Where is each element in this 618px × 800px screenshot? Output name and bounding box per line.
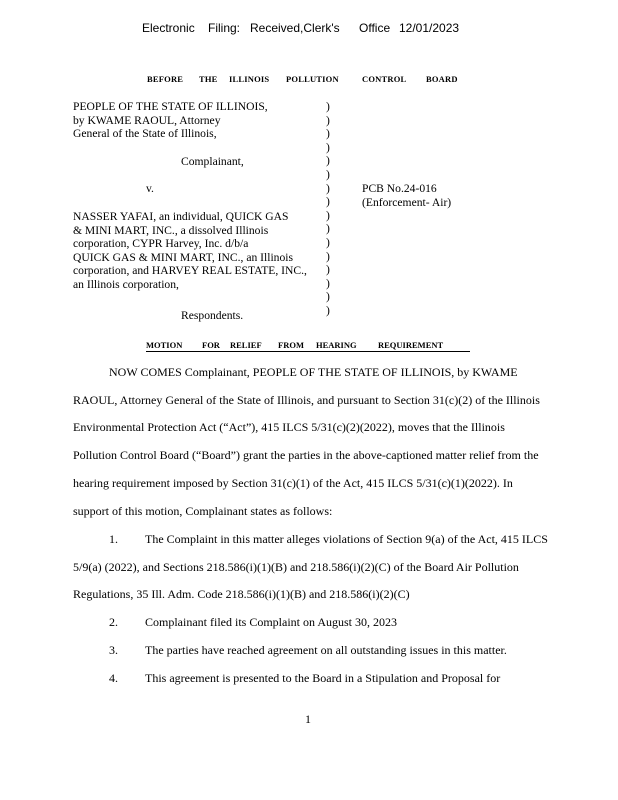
item-line: Regulations, 35 Ill. Adm. Code 218.586(i)(1)(B) and 218.586(i)(2)(C) [73, 587, 410, 601]
item-line: The parties have reached agreement on all outstanding issues in this matter. [145, 643, 507, 657]
motion-heading-word: REQUIREMENT [378, 340, 470, 352]
versus: v. [146, 182, 154, 195]
board-heading-word: BEFORE [147, 74, 184, 84]
intro-line: NOW COMES Complainant, PEOPLE OF THE STATE OF ILLINOIS, by KWAME [109, 365, 518, 379]
item-number: 2. [109, 615, 118, 629]
item-line: 5/9(a) (2022), and Sections 218.586(i)(1)(B) and 218.586(i)(2)(C) of the Board Air Pollution [73, 560, 519, 574]
item-number: 3. [109, 643, 118, 657]
caption-parentheses: ) ) ) ) ) ) ) ) ) ) ) ) ) ) ) ) [326, 100, 330, 317]
motion-heading-word: FROM [278, 340, 316, 352]
intro-line: Environmental Protection Act (“Act”), 415 ILCS 5/31(c)(2)(2022), moves that the Illinois [73, 420, 505, 434]
complainant-label: Complainant, [181, 155, 244, 168]
respondent-block [73, 210, 307, 292]
item-line: The Complaint in this matter alleges violations of Section 9(a) of the Act, 415 ILCS [145, 532, 548, 546]
respondent-line: corporation, and HARVEY REAL ESTATE, INC., [73, 264, 307, 278]
item-line: Complainant filed its Complaint on August 30, 2023 [145, 615, 397, 629]
complainant-block [73, 100, 268, 141]
respondent-label: Respondents. [181, 309, 244, 322]
item-number: 1. [109, 532, 118, 546]
motion-heading-word: HEARING [316, 340, 378, 352]
respondent-line: NASSER YAFAI, an individual, QUICK GAS [73, 210, 289, 223]
board-heading-word: BOARD [426, 74, 458, 84]
item-line: This agreement is presented to the Board in a Stipulation and Proposal for [145, 671, 501, 685]
respondent-line: an Illinois corporation, [73, 277, 179, 291]
case-number: PCB No.24-016 [362, 182, 437, 195]
board-heading-word: ILLINOIS [229, 74, 270, 84]
respondent-line: & MINI MART, INC., a dissolved Illinois [73, 223, 269, 237]
case-type: (Enforcement- Air) [362, 196, 452, 209]
complainant-line: by KWAME RAOUL, Attorney [73, 113, 221, 127]
intro-line: hearing requirement imposed by Section 31(c)(1) of the Act, 415 ILCS 5/31(c)(1)(2022). In [73, 476, 513, 490]
board-heading-word: THE [199, 74, 218, 84]
item-number: 4. [109, 671, 118, 685]
complainant-line: General of the State of Illinois, [73, 127, 217, 141]
page-number: 1 [305, 712, 311, 726]
filing-header-electronic: Electronic [142, 21, 195, 35]
complainant-line: PEOPLE OF THE STATE OF ILLINOIS, [73, 100, 268, 113]
filing-header-date: 12/01/2023 [399, 21, 460, 35]
filing-header-office: Office [359, 21, 391, 35]
motion-heading-word: FOR [202, 340, 230, 352]
intro-line: support of this motion, Complainant states as follows: [73, 504, 333, 518]
respondent-line: QUICK GAS & MINI MART, INC., an Illinois [73, 250, 294, 264]
board-heading-word: POLLUTION [286, 74, 339, 84]
motion-heading-word: MOTION [146, 340, 202, 352]
intro-line: RAOUL, Attorney General of the State of Illinois, and pursuant to Section 31(c)(2) of the Illinois [73, 393, 540, 407]
board-heading-word: CONTROL [362, 74, 407, 84]
motion-heading-word: RELIEF [230, 340, 278, 352]
intro-line: Pollution Control Board (“Board”) grant the parties in the above-captioned matter relief from the [73, 448, 539, 462]
respondent-line: corporation, CYPR Harvey, Inc. d/b/a [73, 237, 249, 251]
filing-header-received: Received,Clerk's [250, 21, 340, 35]
filing-header-filing: Filing: [208, 21, 241, 35]
